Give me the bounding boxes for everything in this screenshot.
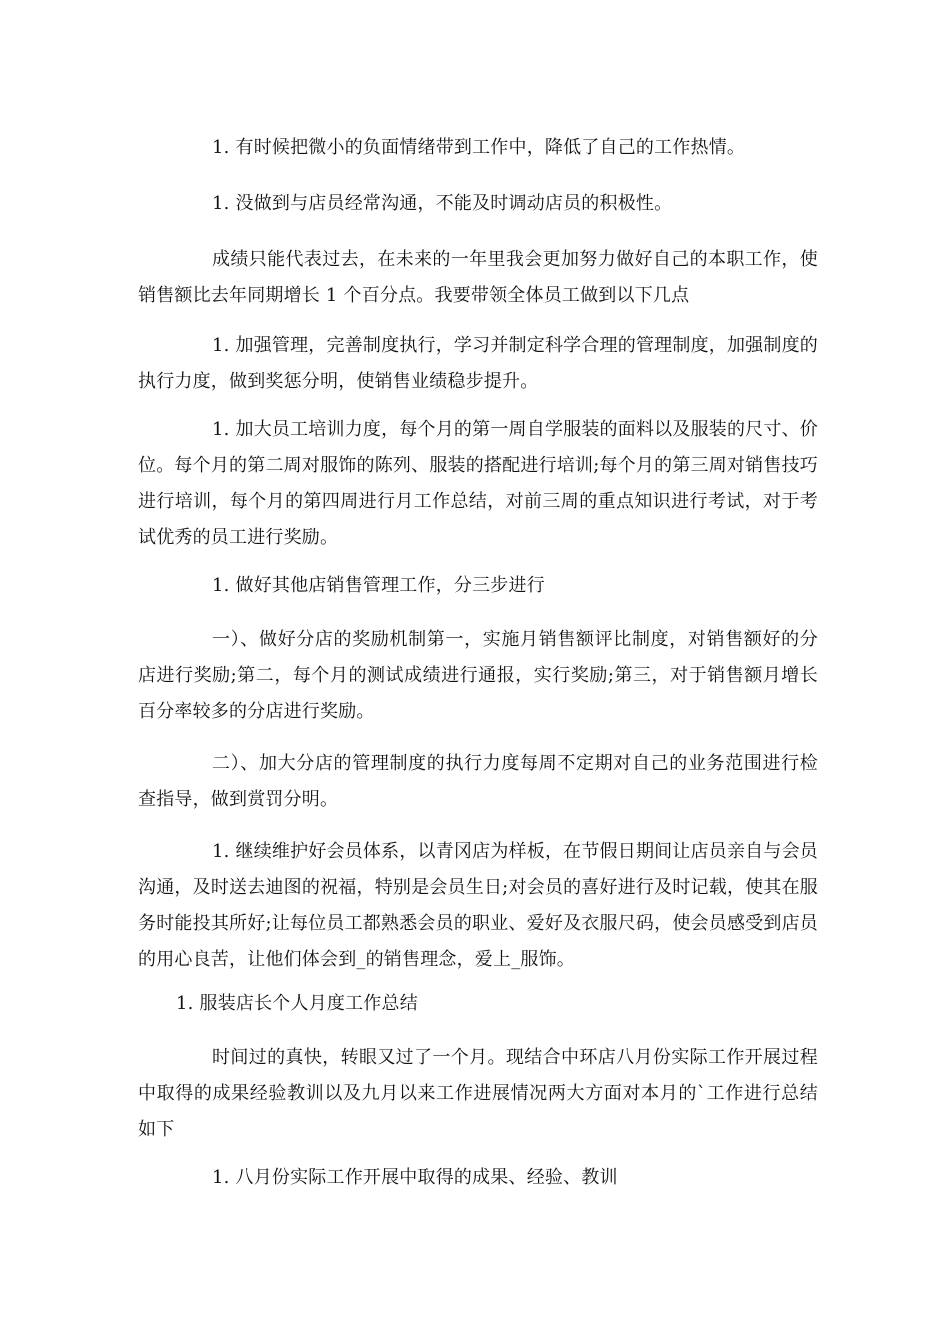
- paragraph-8: 二）、加大分店的管理制度的执行力度每周不定期对自己的业务范围进行检查指导，做到赏罚分明。: [138, 753, 818, 810]
- paragraph-2: 1. 没做到与店员经常沟通，不能及时调动店员的积极性。: [212, 193, 673, 214]
- paragraph-9: 1. 继续维护好会员体系，以青冈店为样板，在节假日期间让店员亲自与会员沟通，及时送去迪图的祝福，特别是会员生日;对会员的喜好进行及时记载，使其在服务时能投其所好;让每位员工都熟悉会员的职业、爱好及衣服尺码，使会员感受到店员的用心良苦，让他们体会到_的销售理念，爱上_服饰。: [138, 841, 818, 970]
- paragraph-12: 1. 八月份实际工作开展中取得的成果、经验、教训: [212, 1167, 618, 1188]
- paragraph-3: 成绩只能代表过去，在未来的一年里我会更加努力做好自己的本职工作，使销售额比去年同期增长 1 个百分点。我要带领全体员工做到以下几点: [138, 249, 818, 306]
- paragraph-10: 1. 服装店长个人月度工作总结: [176, 993, 418, 1014]
- paragraph-4: 1. 加强管理，完善制度执行，学习并制定科学合理的管理制度，加强制度的执行力度，做到奖惩分明，使销售业绩稳步提升。: [138, 335, 818, 392]
- paragraph-7: 一）、做好分店的奖励机制第一，实施月销售额评比制度，对销售额好的分店进行奖励;第二，每个月的测试成绩进行通报，实行奖励;第三，对于销售额月增长百分率较多的分店进行奖励。: [138, 629, 818, 722]
- paragraph-11: 时间过的真快，转眼又过了一个月。现结合中环店八月份实际工作开展过程中取得的成果经验教训以及九月以来工作进展情况两大方面对本月的`工作进行总结如下: [138, 1047, 818, 1140]
- paragraph-1: 1. 有时候把微小的负面情绪带到工作中，降低了自己的工作热情。: [212, 137, 746, 158]
- paragraph-6: 1. 做好其他店销售管理工作，分三步进行: [212, 575, 545, 596]
- paragraph-5: 1. 加大员工培训力度，每个月的第一周自学服装的面料以及服装的尺寸、价位。每个月的第二周对服饰的陈列、服装的搭配进行培训;每个月的第三周对销售技巧进行培训，每个月的第四周进行月工作总结，对前三周的重点知识进行考试，对于考试优秀的员工进行奖励。: [138, 419, 818, 548]
